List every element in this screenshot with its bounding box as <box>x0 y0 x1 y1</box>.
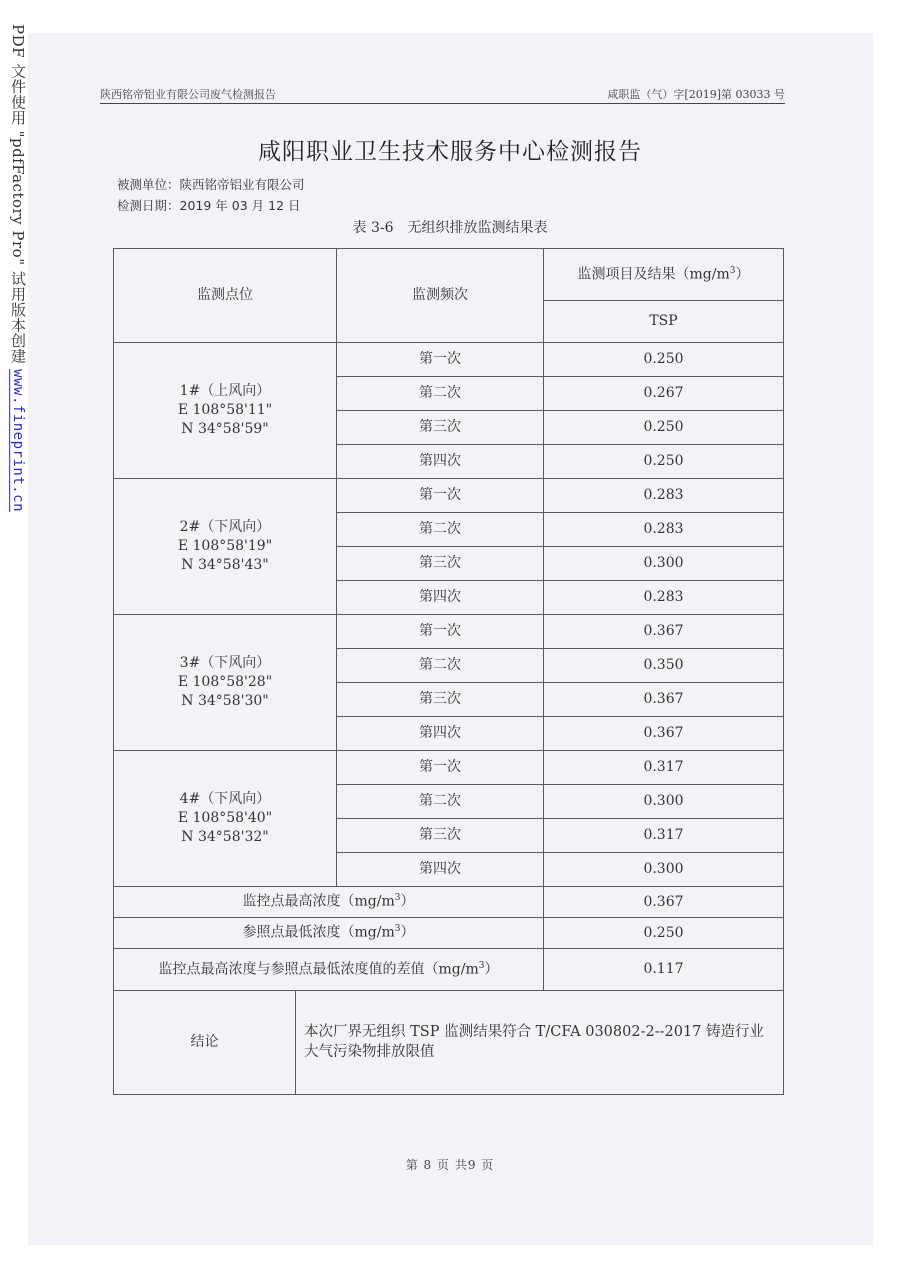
table-row <box>114 479 784 513</box>
page-number: 第 8 页 共9 页 <box>405 1158 495 1172</box>
tsp-value: 0.367 <box>544 683 784 717</box>
pdf-watermark <box>8 24 29 512</box>
freq-cell: 第三次 <box>337 819 544 853</box>
site-cell: 4#（下风向） E 108°58'40" N 34°58'32" <box>114 751 337 887</box>
summary-label: 监控点最高浓度与参照点最低浓度值的差值$(mg/m^3)$ <box>114 949 544 991</box>
tsp-value: 0.350 <box>544 649 784 683</box>
tsp-value: 0.300 <box>544 547 784 581</box>
header-tsp: TSP <box>544 301 784 343</box>
freq-cell: 第二次 <box>337 785 544 819</box>
freq-cell: 第一次 <box>337 751 544 785</box>
summary-row-diff <box>114 949 784 991</box>
header-location: 监测点位 <box>114 249 337 343</box>
freq-cell: 第一次 <box>337 479 544 513</box>
document-title: 咸阳职业卫生技术服务中心检测报告 <box>258 139 642 165</box>
site-cell: 3#（下风向） E 108°58'28" N 34°58'30" <box>114 615 337 751</box>
summary-row-min <box>114 918 784 949</box>
conclusion-row <box>114 991 784 1095</box>
summary-value: 0.367 <box>544 887 784 918</box>
summary-value: 0.250 <box>544 918 784 949</box>
report-number: 咸职监（气）字[2019]第 03033 号 <box>607 88 785 101</box>
site-cell: 1#（上风向） E 108°58'11" N 34°58'59" <box>114 343 337 479</box>
tested-unit: 被测单位：陕西铭帝铝业有限公司 <box>117 177 305 192</box>
tsp-value: 0.300 <box>544 785 784 819</box>
table-row <box>114 343 784 377</box>
freq-cell: 第三次 <box>337 547 544 581</box>
summary-label: 参照点最低浓度$(mg/m^3)$ <box>114 918 544 949</box>
tsp-value: 0.283 <box>544 581 784 615</box>
tsp-value: 0.317 <box>544 819 784 853</box>
summary-value: 0.117 <box>544 949 784 991</box>
test-date: 检测日期：2019 年 03 月 12 日 <box>117 198 301 213</box>
freq-cell: 第四次 <box>337 717 544 751</box>
running-header <box>100 86 785 104</box>
freq-cell: 第四次 <box>337 581 544 615</box>
running-header-left: 陕西铭帝铝业有限公司废气检测报告 <box>100 88 276 101</box>
summary-row-max <box>114 887 784 918</box>
freq-cell: 第三次 <box>337 683 544 717</box>
header-results: 监测项目及结果$(mg/m^3)$ <box>544 249 784 301</box>
table-row <box>114 615 784 649</box>
tsp-value: 0.283 <box>544 479 784 513</box>
freq-cell: 第二次 <box>337 513 544 547</box>
tsp-value: 0.300 <box>544 853 784 887</box>
table-caption: 表 3-6 无组织排放监测结果表 <box>352 220 548 236</box>
tsp-value: 0.267 <box>544 377 784 411</box>
freq-cell: 第四次 <box>337 853 544 887</box>
freq-cell: 第四次 <box>337 445 544 479</box>
watermark-link[interactable]: www.fineprint.cn <box>10 369 26 513</box>
tsp-value: 0.367 <box>544 615 784 649</box>
tsp-value: 0.250 <box>544 445 784 479</box>
site-cell: 2#（下风向） E 108°58'19" N 34°58'43" <box>114 479 337 615</box>
freq-cell: 第三次 <box>337 411 544 445</box>
conclusion-text: 本次厂界无组织 TSP 监测结果符合 T/CFA 030802-2--2017 铸造行业大气污染物排放限值 <box>296 991 784 1095</box>
freq-cell: 第二次 <box>337 377 544 411</box>
tsp-value: 0.250 <box>544 411 784 445</box>
summary-label: 监控点最高浓度$(mg/m^3)$ <box>114 887 544 918</box>
freq-cell: 第二次 <box>337 649 544 683</box>
watermark-text: PDF 文件使用 "pdfFactory Pro" 试用版本创建 <box>9 24 27 364</box>
results-table <box>113 248 784 1095</box>
tsp-value: 0.317 <box>544 751 784 785</box>
freq-cell: 第一次 <box>337 343 544 377</box>
tsp-value: 0.367 <box>544 717 784 751</box>
tsp-value: 0.283 <box>544 513 784 547</box>
conclusion-label: 结论 <box>114 991 296 1095</box>
tsp-value: 0.250 <box>544 343 784 377</box>
freq-cell: 第一次 <box>337 615 544 649</box>
table-row <box>114 751 784 785</box>
header-frequency: 监测频次 <box>337 249 544 343</box>
